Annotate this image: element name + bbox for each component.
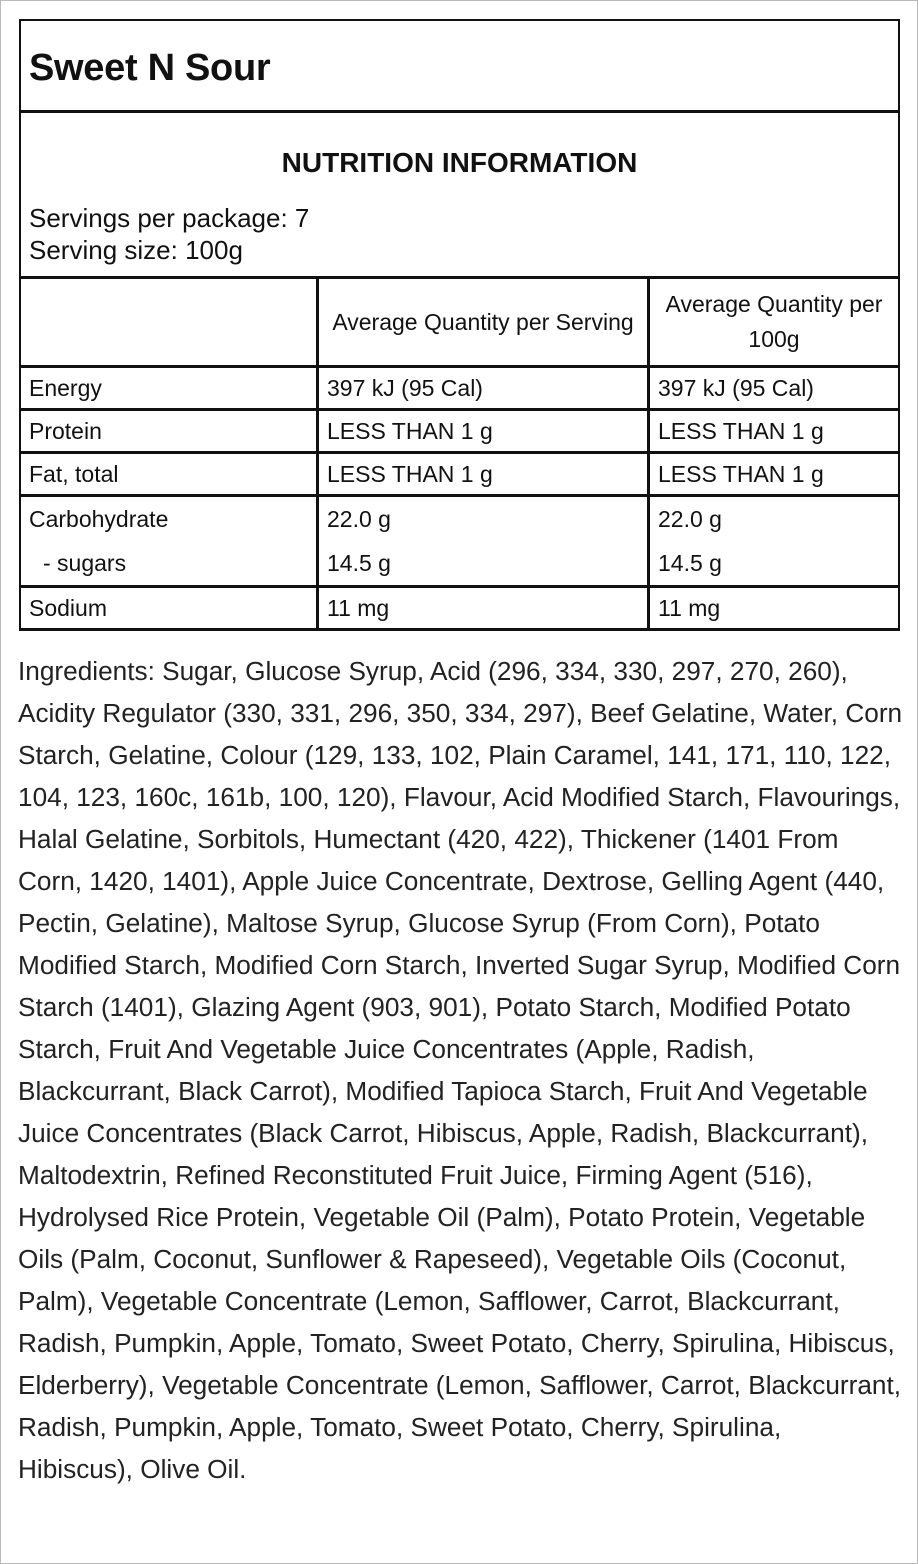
row-per-serving: 397 kJ (95 Cal): [318, 367, 649, 410]
table-row-protein: [21, 410, 898, 453]
table-row-carbohydrate: [21, 496, 898, 587]
ingredients-text: Ingredients: Sugar, Glucose Syrup, Acid (296, 334, 330, 297, 270, 260), Acidity Regulator (330, 331, 296, 350, 334, 297), Beef Gelatine, Water, Corn Starch, Gelatine, Colour (129, 133, 102, Plain Caramel, 141, 171, 110, 122, 104, 123, 160c, 161b, 100, 120), Flavour, Acid Modified Starch, Flavourings, Halal Gelatine, Sorbitols, Humectant (420, 422), Thickener (1401 From Corn, 1420, 1401), Apple Juice Concentrate, Dextrose, Gelling Agent (440, Pectin, Gelatine), Maltose Syrup, Glucose Syrup (From Corn), Potato Modified Starch, Modified Corn Starch, Inverted Sugar Syrup, Modified Corn Starch (1401), Glazing Agent (903, 901), Potato Starch, Modified Potato Starch, Fruit And Vegetable Juice Concentrates (Apple, Radish, Blackcurrant, Black Carrot), Modified Tapioca Starch, Fruit And Vegetable Juice Concentrates (Black Carrot, Hibiscus, Apple, Radish, Blackcurrant), Maltodextrin, Refined Reconstituted Fruit Juice, Firming Agent (516), Hydrolysed Rice Protein, Vegetable Oil (Palm), Potato Protein, Vegetable Oils (Palm, Coconut, Sunflower & Rapeseed), Vegetable Oils (Coconut, Palm), Vegetable Concentrate (Lemon, Safflower, Carrot, Blackcurrant, Radish, Pumpkin, Apple, Tomato, Sweet Potato, Cherry, Spirulina, Hibiscus, Elderberry), Vegetable Concentrate (Lemon, Safflower, Carrot, Blackcurrant, Radish, Pumpkin, Apple, Tomato, Sweet Potato, Cherry, Spirulina, Hibiscus), Olive Oil.: [18, 656, 903, 1484]
row-per-serving: LESS THAN 1 g: [318, 410, 649, 453]
table-row-fat: [21, 453, 898, 496]
servings-per-package: Servings per package: 7: [29, 203, 310, 233]
table-row-energy: [21, 367, 898, 410]
sugars-per-serving: 14.5 g: [327, 550, 391, 576]
row-per-100g: LESS THAN 1 g: [649, 453, 899, 496]
row-label: Protein: [21, 410, 318, 453]
carbohydrate-per-100g: 22.0 g: [658, 506, 722, 532]
row-per-100g: LESS THAN 1 g: [649, 410, 899, 453]
row-label: Sodium: [21, 587, 318, 630]
nutrition-panel: [19, 19, 900, 631]
row-per-serving: LESS THAN 1 g: [318, 453, 649, 496]
table-row-sodium: [21, 587, 898, 630]
carbohydrate-per-serving: 22.0 g: [327, 506, 391, 532]
header-per-100g: Average Quantity per 100g: [649, 279, 899, 367]
row-label: Fat, total: [21, 453, 318, 496]
row-per-serving: 11 mg: [318, 587, 649, 630]
nutrition-info-header: [21, 113, 898, 279]
serving-size: Serving size: 100g: [29, 235, 243, 265]
nutrition-table: [21, 279, 898, 631]
row-per-serving-group: [318, 496, 649, 587]
header-per-serving: Average Quantity per Serving: [318, 279, 649, 367]
row-label-group: [21, 496, 318, 587]
header-empty-cell: [21, 279, 318, 367]
carbohydrate-label: Carbohydrate: [29, 506, 169, 532]
row-per-100g: 397 kJ (95 Cal): [649, 367, 899, 410]
row-per-100g: 11 mg: [649, 587, 899, 630]
row-label: Energy: [21, 367, 318, 410]
sugars-per-100g: 14.5 g: [658, 550, 722, 576]
sugars-label: - sugars: [43, 550, 127, 576]
product-title: Sweet N Sour: [21, 21, 898, 113]
table-header-row: [21, 279, 898, 367]
nutrition-heading: NUTRITION INFORMATION: [281, 147, 638, 178]
row-per-100g-group: [649, 496, 899, 587]
